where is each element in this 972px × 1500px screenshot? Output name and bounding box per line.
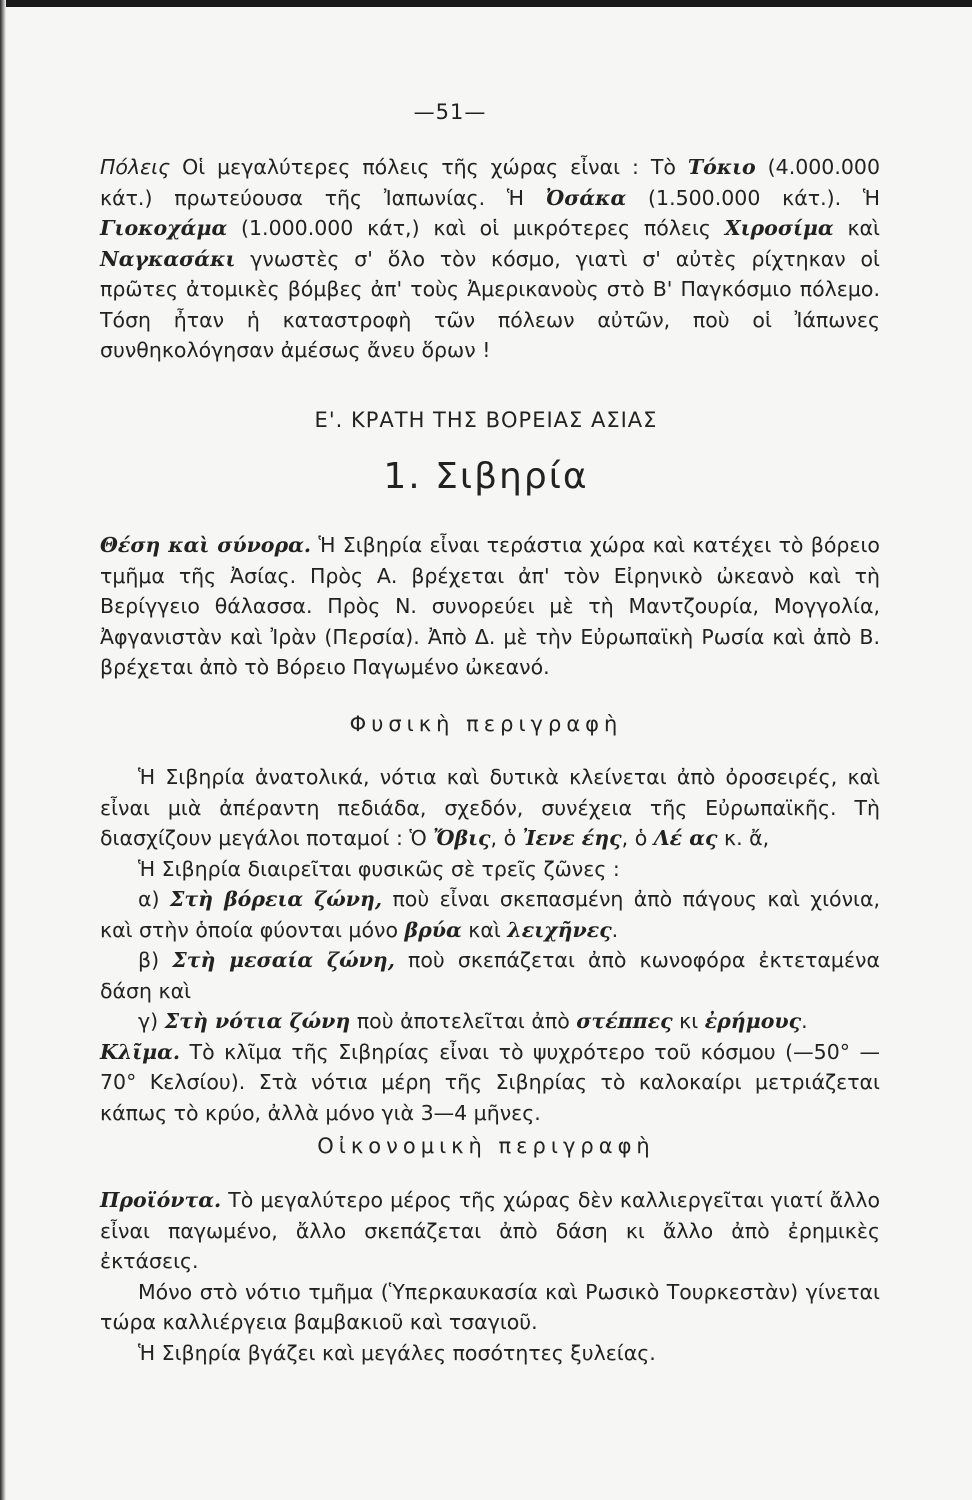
deserts-term: ἐρήμους bbox=[704, 1009, 802, 1033]
cities-text-2: (4.000.000 κάτ.) πρωτεύουσα τῆς Ἰαπωνίας. Ἡ bbox=[100, 155, 880, 210]
position-label: Θέση καὶ σύνορα. bbox=[100, 533, 312, 557]
cities-text-1: Οἱ μεγαλύτερες πόλεις τῆς χώρας εἶναι : Τὸ bbox=[170, 155, 688, 179]
products-text: Τὸ μεγαλύτερο μέρος τῆς χώρας δὲν καλλιεργεῖται γιατί ἄλλο εἶναι παγωμένο, ἄλλο σκεπάζεται ἀπὸ δάση κι ἄλλο ἀπὸ ἐρημικὲς ἐκτάσεις. bbox=[100, 1188, 880, 1273]
page-number: —51— bbox=[413, 100, 487, 124]
cities-paragraph bbox=[100, 152, 880, 366]
tokyo-name: Τόκιο bbox=[687, 155, 756, 179]
moss-term: βρύα bbox=[404, 917, 462, 942]
physical-section bbox=[100, 762, 880, 1128]
position-paragraph bbox=[100, 530, 880, 683]
economic-paragraph-2: Μόνο στὸ νότιο τμῆμα (Ὑπερκαυκασία καὶ Ρωσικὸ Τουρκεστὰν) γίνεται τώρα καλλιέργεια βαμβακιοῦ καὶ τσαγιοῦ. bbox=[100, 1279, 880, 1334]
hiroshima-name: Χιροσίμα bbox=[724, 216, 834, 240]
nagasaki-name: Ναγκασάκι bbox=[100, 246, 236, 271]
chapter-title: 1. Σιβηρία bbox=[383, 456, 589, 497]
physical-heading: Φυσικὴ περιγραφὴ bbox=[349, 712, 623, 736]
products-label: Προϊόντα. bbox=[100, 1188, 222, 1212]
lichen-term: λειχῆνες bbox=[507, 917, 612, 942]
physical-text-1: Ἡ Σιβηρία ἀνατολικά, νότια καὶ δυτικὰ κλείνεται ἀπὸ ὀροσειρές, καὶ εἶναι μιὰ ἀπέραντη πεδιάδα, σχεδόν, συνέχεια τῆς Εὐρωπαϊκῆς. Τὴ διασχίζουν μεγάλοι ποταμοί : Ὁ bbox=[100, 765, 880, 850]
yenisei-river: Ἰενε έης bbox=[522, 826, 622, 850]
cities-text-4: (1.000.000 κάτ,) καὶ οἱ μικρότερες πόλεις bbox=[227, 216, 725, 240]
cities-side-label: Πόλεις bbox=[100, 155, 171, 179]
zone-c-text-2: κι bbox=[672, 1009, 705, 1033]
cities-text-3: (1.500.000 κάτ.). Ἡ bbox=[626, 185, 880, 210]
cities-text-5: καὶ bbox=[833, 216, 880, 240]
ob-river: Ὄβις bbox=[433, 826, 491, 850]
physical-sep-1: , ὁ bbox=[490, 826, 523, 850]
climate-paragraph bbox=[100, 1037, 880, 1129]
physical-sep-2: , ὁ bbox=[621, 826, 654, 850]
lena-river: Λέ ας bbox=[653, 826, 718, 850]
zone-a-text-2: καὶ bbox=[461, 917, 508, 942]
economic-section bbox=[100, 1185, 880, 1368]
zone-b-label: Στὴ μεσαία ζώνη, bbox=[172, 948, 395, 972]
climate-label: Κλῖμα. bbox=[100, 1039, 181, 1064]
steppes-term: στέππες bbox=[576, 1009, 673, 1033]
zone-a-prefix: α) bbox=[138, 887, 170, 911]
scan-top-edge bbox=[0, 0, 972, 7]
scan-left-edge bbox=[0, 0, 6, 1500]
zone-a-end: . bbox=[611, 917, 619, 942]
zone-b-paragraph bbox=[100, 945, 880, 1006]
zone-c-text-1: ποὺ ἀποτελεῖται ἀπὸ bbox=[350, 1009, 577, 1033]
climate-text: Τὸ κλῖμα τῆς Σιβηρίας εἶναι τὸ ψυχρότερο τοῦ κόσμου (—50° —70° Κελσίου). Στὰ νότια μέρη τῆς Σιβηρίας τὸ καλοκαίρι μετριάζεται κάπως τὸ κρύο, ἀλλὰ μόνο γιὰ 3—4 μῆνες. bbox=[100, 1039, 880, 1125]
zone-c-label: Στὴ νότια ζώνη bbox=[164, 1009, 351, 1033]
zone-a-text-1: ποὺ εἶναι σκεπασμένη ἀπὸ πάγους καὶ χιόνια, καὶ στὴν ὁποία φύονται μόνο bbox=[100, 887, 880, 942]
zone-b-prefix: β) bbox=[138, 948, 173, 972]
economic-heading: Οἰκονομικὴ περιγραφὴ bbox=[317, 1134, 655, 1158]
zone-c-paragraph bbox=[100, 1006, 880, 1037]
yokohama-name: Γιοκοχάμα bbox=[100, 216, 228, 240]
section-title: Ε'. ΚΡΑΤΗ ΤΗΣ ΒΟΡΕΙΑΣ ΑΣΙΑΣ bbox=[314, 408, 658, 432]
position-text: Ἡ Σιβηρία εἶναι τεράστια χώρα καὶ κατέχει τὸ βόρειο τμῆμα τῆς Ἀσίας. Πρὸς Α. βρέχεται ἀπ' τὸν Εἰρηνικὸ ὠκεανὸ καὶ τὴ Βερίγγειο θάλασσα. Πρὸς Ν. συνορεύει μὲ τὴ Μαντζουρία, Μογγολία, Ἀφγανιστὰν καὶ Ἰρὰν (Περσία). Ἀπὸ Δ. μὲ τὴν Εὐρωπαϊκὴ Ρωσία καὶ ἀπὸ Β. βρέχεται ἀπὸ τὸ Βόρειο Παγωμένο ὠκεανό. bbox=[100, 533, 880, 679]
osaka-name: Ὀσάκα bbox=[545, 185, 627, 210]
cities-text-6: γνωστὲς σ' ὅλο τὸν κόσμο, γιατὶ σ' αὐτὲς ρίχτηκαν οἱ πρῶτες ἀτομικὲς βόμβες ἀπ' τοὺς Ἀμερικανοὺς στὸ Β' Παγκόσμιο πόλεμο. Τόση ἦταν ἡ καταστροφὴ τῶν πόλεων αὐτῶν, ποὺ οἱ Ἰάπωνες συνθηκολόγησαν ἀμέσως ἄνευ ὅρων ! bbox=[100, 246, 880, 362]
physical-end-1: κ. ἄ, bbox=[717, 826, 770, 850]
economic-paragraph-3: Ἡ Σιβηρία βγάζει καὶ μεγάλες ποσότητες ξυλείας. bbox=[138, 1340, 656, 1365]
zone-a-paragraph bbox=[100, 884, 880, 945]
zone-a-label: Στὴ βόρεια ζώνη, bbox=[169, 887, 383, 911]
physical-paragraph-2: Ἡ Σιβηρία διαιρεῖται φυσικῶς σὲ τρεῖς ζῶνες : bbox=[138, 856, 620, 881]
products-paragraph bbox=[100, 1185, 880, 1277]
physical-paragraph-1 bbox=[100, 762, 880, 854]
zone-c-prefix: γ) bbox=[138, 1009, 165, 1033]
zone-b-text: ποὺ σκεπάζεται ἀπὸ κωνοφόρα ἐκτεταμένα δάση καὶ bbox=[100, 948, 880, 1003]
zone-c-end: . bbox=[801, 1009, 808, 1033]
